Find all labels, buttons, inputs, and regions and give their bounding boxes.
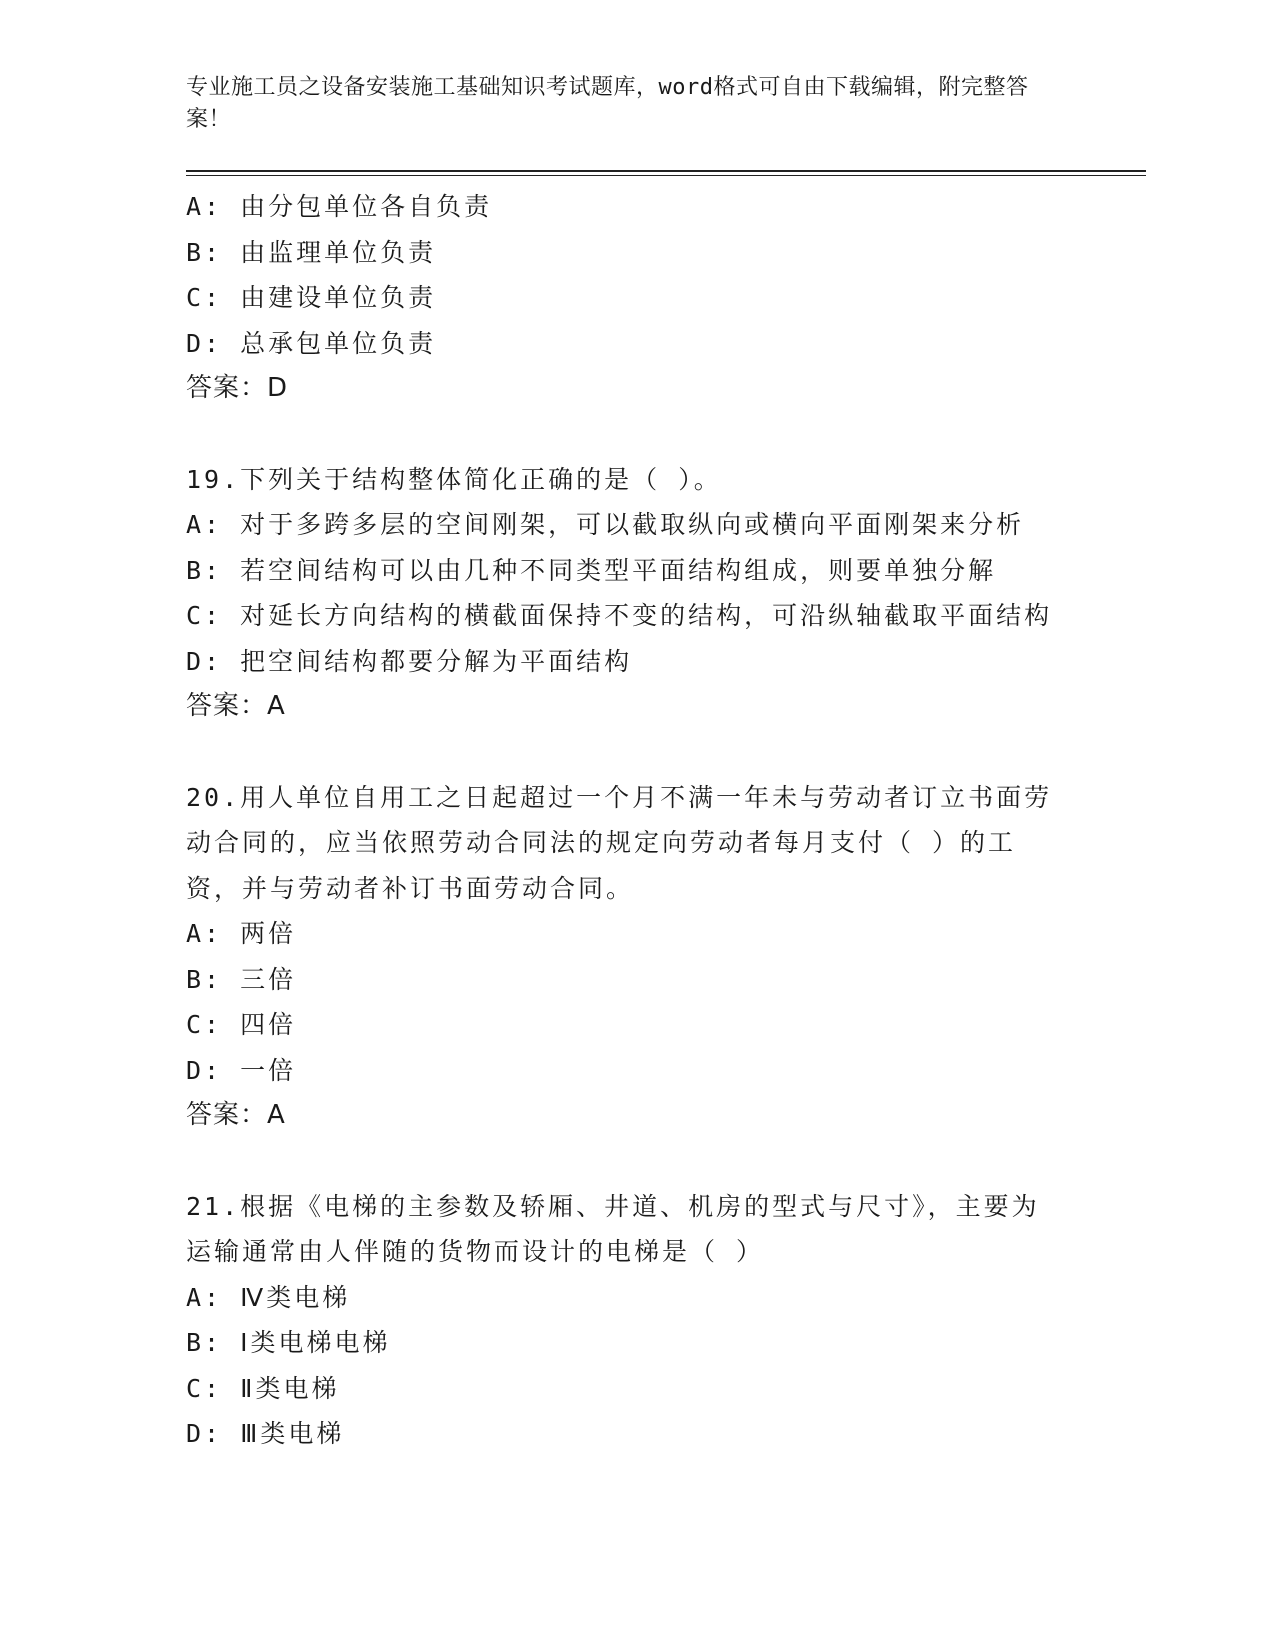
- question-stem: 20.用人单位自用工之日起超过一个月不满一年未与劳动者订立书面劳动合同的，应当依照劳动合同法的规定向劳动者每月支付（ ）的工资，并与劳动者补订书面劳动合同。: [186, 782, 1053, 903]
- question-stem: 21.根据《电梯的主参数及轿厢、井道、机房的型式与尺寸》，主要为运输通常由人伴随的货物而设计的电梯是（ ）: [186, 1191, 1040, 1266]
- question-20: [186, 775, 1146, 1139]
- header-divider: [186, 170, 1146, 176]
- spacer: [186, 1139, 1146, 1184]
- answer-line: 答案：A: [186, 1100, 286, 1130]
- question-18: [186, 184, 1146, 412]
- option-c: C: Ⅱ类电梯: [186, 1373, 340, 1403]
- option-b: B: 三倍: [186, 964, 297, 994]
- document-header: 专业施工员之设备安装施工基础知识考试题库，word格式可自由下载编辑，附完整答案！: [186, 75, 1029, 132]
- answer-line: 答案：D: [186, 373, 289, 403]
- question-21: [186, 1184, 1146, 1457]
- option-a: A: 对于多跨多层的空间刚架，可以截取纵向或横向平面刚架来分析: [186, 510, 1025, 539]
- option-c: C: 由建设单位负责: [186, 283, 437, 312]
- option-d: D: 总承包单位负责: [186, 328, 437, 358]
- option-a: A: 两倍: [186, 919, 297, 948]
- option-d: D: Ⅲ类电梯: [186, 1419, 345, 1448]
- spacer: [186, 730, 1146, 775]
- document-page: [186, 72, 1146, 1457]
- option-d: D: 把空间结构都要分解为平面结构: [186, 646, 633, 676]
- spacer: [186, 412, 1146, 457]
- question-19: [186, 457, 1146, 730]
- option-b: B: Ⅰ类电梯电梯: [186, 1328, 391, 1357]
- option-b: B: 由监理单位负责: [186, 237, 437, 267]
- option-a: A: Ⅳ类电梯: [186, 1282, 351, 1312]
- answer-line: 答案：A: [186, 691, 286, 721]
- option-c: C: 对延长方向结构的横截面保持不变的结构，可沿纵轴截取平面结构: [186, 601, 1053, 630]
- question-stem: 19.下列关于结构整体简化正确的是（ ）。: [186, 464, 722, 494]
- option-b: B: 若空间结构可以由几种不同类型平面结构组成，则要单独分解: [186, 555, 997, 585]
- option-c: C: 四倍: [186, 1010, 297, 1039]
- option-d: D: 一倍: [186, 1055, 297, 1085]
- option-a: A: 由分包单位各自负责: [186, 192, 493, 221]
